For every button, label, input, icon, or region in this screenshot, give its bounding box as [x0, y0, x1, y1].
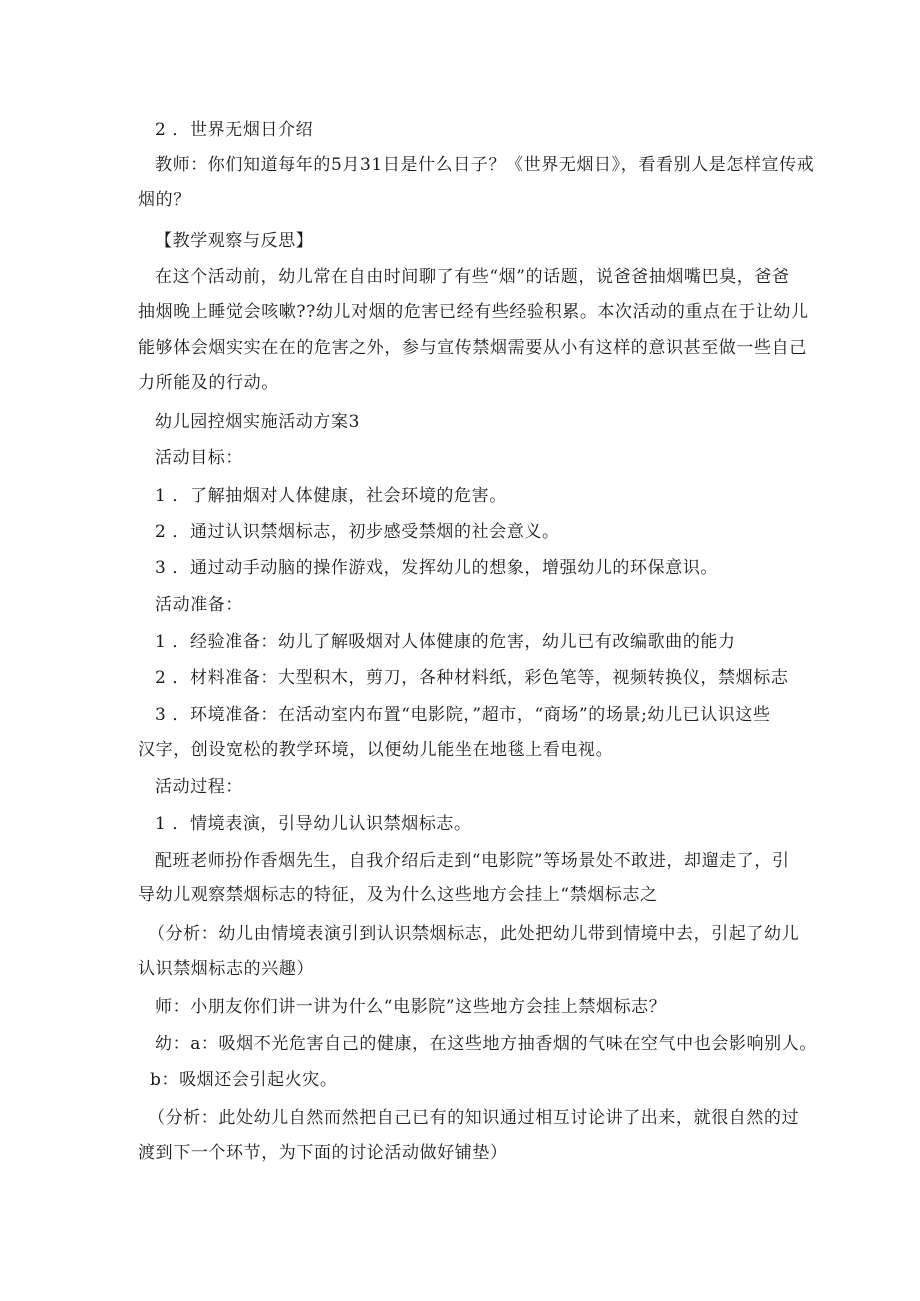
heading-activity-preparation: 活动准备：: [155, 595, 243, 615]
paragraph-line: 烟的？: [138, 190, 191, 210]
goal-item-3: 3 ．通过动手动脑的操作游戏，发挥幼儿的想象，增强幼儿的环保意识。: [155, 558, 719, 578]
goal-item-1: 1 ．了解抽烟对人体健康，社会环境的危害。: [155, 486, 507, 506]
paragraph-teacher-question: 教师：你们知道每年的5月31日是什么日子？《世界无烟日》，看看别人是怎样宣传戒: [155, 155, 815, 175]
analysis-note-1: （分析：幼儿由情境表演引到认识禁烟标志，此处把幼儿带到情境中去，引起了幼儿: [148, 924, 800, 944]
prep-item-3: 3 ．环境准备：在活动室内布置“电影院，”超市，“商场”的场景;幼儿已认识这些: [155, 705, 771, 725]
paragraph-reflection: 在这个活动前，幼儿常在自由时间聊了有些“烟”的话题，说爸爸抽烟嘴巴臭，爸爸: [155, 267, 790, 287]
paragraph-role-play: 配班老师扮作香烟先生，自我介绍后走到“电影院”等场景处不敢进，却遛走了，引: [155, 851, 790, 871]
dialogue-child-a: 幼：a：吸烟不光危害自己的健康，在这些地方抽香烟的气味在空气中也会影响别人。: [155, 1034, 817, 1054]
paragraph-line: 认识禁烟标志的兴趣）: [138, 959, 314, 979]
section-heading-reflection: 【教学观察与反思】: [155, 231, 314, 251]
paragraph-line: 力所能及的行动。: [138, 373, 279, 393]
dialogue-child-b: b：吸烟还会引起火灾。: [150, 1070, 338, 1090]
dialogue-teacher: 师：小朋友你们讲一讲为什么“电影院”这些地方会挂上禁烟标志？: [155, 997, 667, 1017]
paragraph-line: 导幼儿观察禁烟标志的特征，及为什么这些地方会挂上“禁烟标志之: [138, 885, 658, 905]
analysis-note-2: （分析：此处幼儿自然而然把自己已有的知识通过相互讨论讲了出来，就很自然的过: [148, 1108, 800, 1128]
paragraph-line: 渡到下一个环节，为下面的讨论活动做好铺垫）: [138, 1143, 508, 1163]
process-item-1: 1 ．情境表演，引导幼儿认识禁烟标志。: [155, 814, 472, 834]
heading-activity-process: 活动过程：: [155, 777, 243, 797]
prep-item-2: 2 ．材料准备：大型积木，剪刀，各种材料纸，彩色笔等，视频转换仪，禁烟标志: [155, 668, 789, 688]
prep-item-1: 1 ．经验准备：幼儿了解吸烟对人体健康的危害，幼儿已有改编歌曲的能力: [155, 632, 736, 652]
paragraph-line: 汉字，创设宽松的教学环境，以便幼儿能坐在地毯上看电视。: [138, 740, 614, 760]
goal-item-2: 2 ．通过认识禁烟标志，初步感受禁烟的社会意义。: [155, 522, 560, 542]
item-world-no-tobacco-day: 2 ．世界无烟日介绍: [155, 120, 314, 140]
paragraph-line: 抽烟晚上睡觉会咳嗽??幼儿对烟的危害已经有些经验积累。本次活动的重点在于让幼儿: [138, 302, 809, 322]
section-title-plan-3: 幼儿园控烟实施活动方案3: [155, 412, 361, 432]
paragraph-line: 能够体会烟实实在在的危害之外，参与宣传禁烟需要从小有这样的意识甚至做一些自己: [138, 338, 807, 358]
heading-activity-goals: 活动目标：: [155, 448, 243, 468]
